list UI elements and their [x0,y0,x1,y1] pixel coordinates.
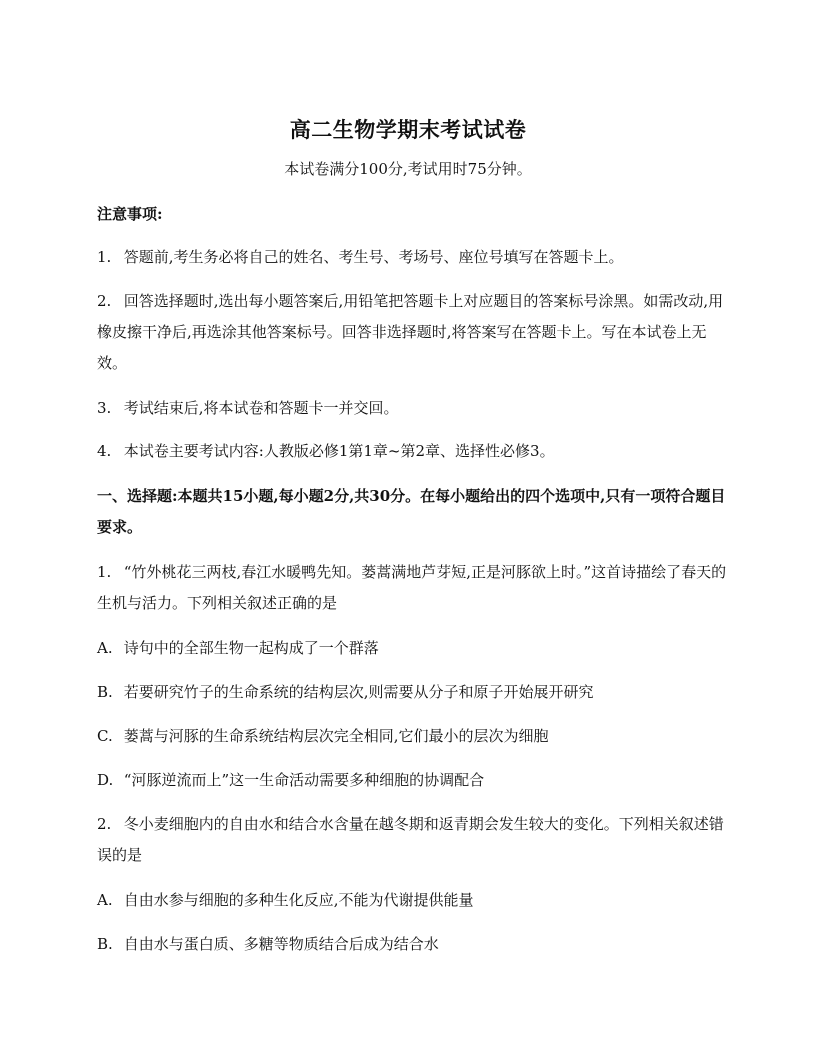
option-label: D. [97,771,114,789]
option-label: B. [97,683,113,701]
question-text: 冬小麦细胞内的自由水和结合水含量在越冬期和返青期会发生较大的变化。下列相关叙述错误的是 [97,815,724,864]
option-text: 若要研究竹子的生命系统的结构层次,则需要从分子和原子开始展开研究 [123,683,594,701]
question-number: 2. [97,815,112,833]
question-1-option-b [97,677,727,708]
option-text: 自由水参与细胞的多种生化反应,不能为代谢提供能量 [123,891,474,909]
notice-item-4 [97,436,727,467]
page-title: 高二生物学期末考试试卷 [289,117,527,142]
option-text: 诗句中的全部生物一起构成了一个群落 [123,639,379,657]
exam-subtitle: 本试卷满分100分,考试用时75分钟。 [284,160,532,178]
question-1-stem [97,557,727,619]
question-1-option-d [97,765,727,796]
question-number: 1. [97,563,112,581]
notice-number: 3. [97,399,112,417]
question-2-stem [97,809,727,871]
option-text: “河豚逆流而上”这一生命活动需要多种细胞的协调配合 [123,771,485,789]
notice-number: 4. [97,442,112,460]
option-text: 蒌蒿与河豚的生命系统结构层次完全相同,它们最小的层次为细胞 [123,727,549,745]
notice-text: 回答选择题时,选出每小题答案后,用铅笔把答题卡上对应题目的答案标号涂黑。如需改动,用橡皮擦干净后,再选涂其他答案标号。回答非选择题时,将答案写在答题卡上。写在本试卷上无效。 [97,292,724,372]
option-label: A. [97,891,113,909]
notice-item-3 [97,393,727,424]
notice-number: 1. [97,248,112,266]
question-2-option-b [97,929,727,960]
option-label: C. [97,727,113,745]
notice-heading: 注意事项: [97,205,163,223]
option-label: B. [97,935,113,953]
notice-item-2 [97,286,727,379]
question-text: “竹外桃花三两枝,春江水暖鸭先知。蒌蒿满地芦芽短,正是河豚欲上时。”这首诗描绘了春天的生机与活力。下列相关叙述正确的是 [97,563,727,612]
notice-number: 2. [97,292,112,310]
notice-item-1 [97,242,727,273]
question-1-option-c [97,721,727,752]
question-2-option-a [97,885,727,916]
notice-text: 本试卷主要考试内容:人教版必修1第1章~第2章、选择性必修3。 [123,442,555,460]
option-label: A. [97,639,113,657]
question-1-option-a [97,633,727,664]
notice-text: 考试结束后,将本试卷和答题卡一并交回。 [123,399,399,417]
section-heading: 一、选择题:本题共15小题,每小题2分,共30分。在每小题给出的四个选项中,只有一项符合题目要求。 [97,487,726,536]
option-text: 自由水与蛋白质、多糖等物质结合后成为结合水 [123,935,439,953]
notice-text: 答题前,考生务必将自己的姓名、考生号、考场号、座位号填写在答题卡上。 [123,248,624,266]
